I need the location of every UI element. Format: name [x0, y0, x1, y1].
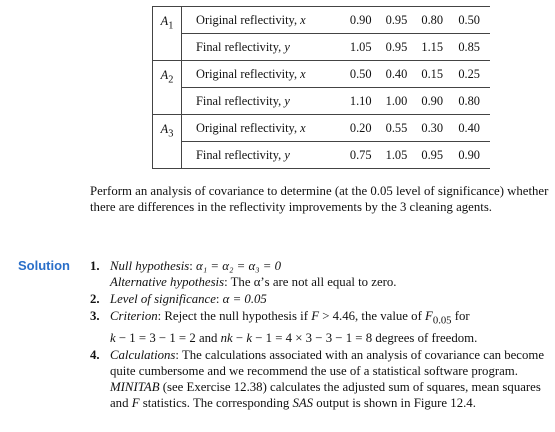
- solution-label: Solution: [18, 258, 70, 273]
- table-row: $A_2$ Original reflectivity, x 0.50 0.40 0.15 0.25: [153, 61, 491, 88]
- step-1: 1. Null hypothesis: α₁ = α₂ = α₃ = 0 Alternative hypothesis: The α’s are not all equal to zero.: [90, 259, 397, 289]
- agent-cell: $A_3$: [153, 115, 182, 169]
- step-3: 3. Criterion: Reject the null hypothesis if F > 4.46, the value of $F_{0.05}$ for k − 1 = 3 − 1 = 2 and nk − k − 1 = 4 × 3 − 3 − 1 = 8 degrees of freedom.: [90, 309, 478, 345]
- step-4: 4. Calculations: The calculations associated with an analysis of covariance can become quite cumbersome and we recommend the use of a statistical software program. MINITAB (see Exercise 12.38) calculates the adjusted sum of squares, mean squares and F statistics. The corresponding SAS output is shown in Figure 12.4.: [90, 347, 545, 410]
- step-2: 2. Level of significance: α = 0.05: [90, 292, 267, 306]
- table-row: Final reflectivity, y 0.75 1.05 0.95 0.90: [153, 142, 491, 169]
- agent-cell: $A_1$: [153, 7, 182, 61]
- table-row: Final reflectivity, y 1.10 1.00 0.90 0.80: [153, 88, 491, 115]
- table-row: $A_3$ Original reflectivity, x 0.20 0.55 0.30 0.40: [153, 115, 491, 142]
- table-row: Final reflectivity, y 1.05 0.95 1.15 0.85: [153, 34, 491, 61]
- agent-cell: $A_2$: [153, 61, 182, 115]
- reflectivity-table: [152, 6, 490, 169]
- table-row: $A_1$ Original reflectivity, x 0.90 0.95 0.80 0.50: [153, 7, 491, 34]
- solution-steps: [90, 258, 550, 412]
- problem-paragraph: Perform an analysis of covariance to determine (at the 0.05 level of significance) whether there are differences in the reflectivity improvements by the 3 cleaning agents.: [90, 184, 549, 214]
